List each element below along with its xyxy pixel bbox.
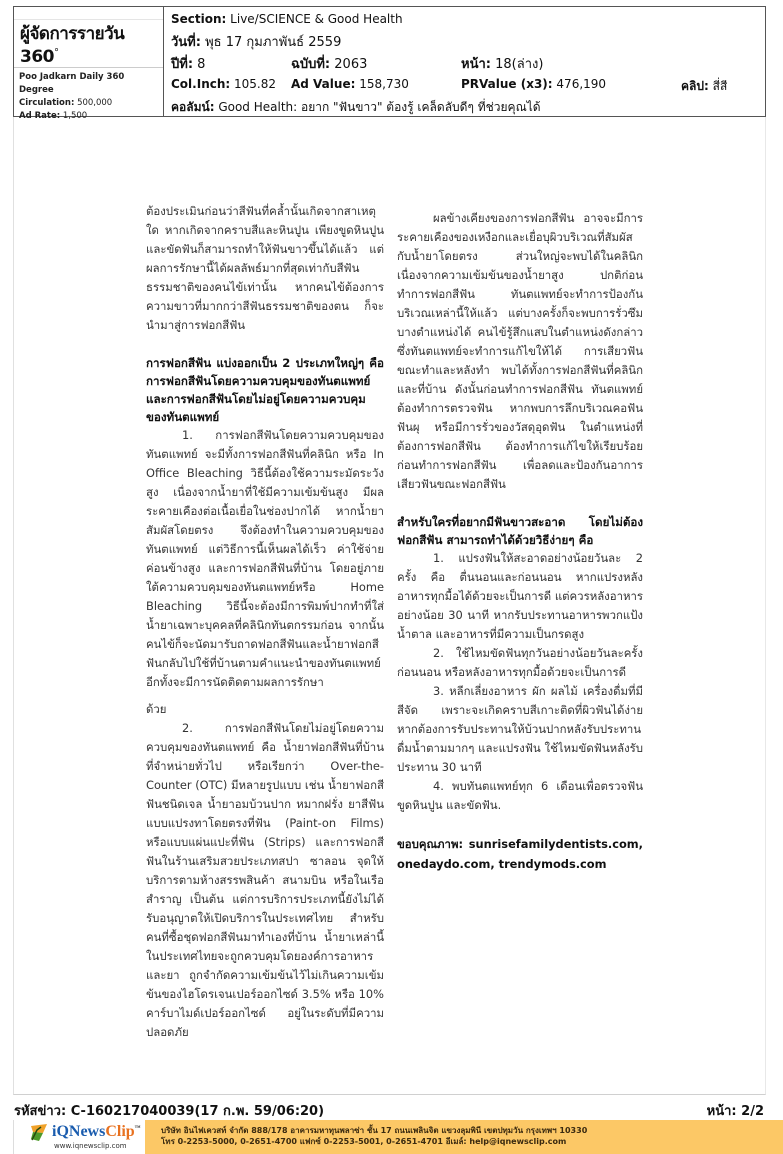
logo-wordmark: iQNewsClip™ bbox=[52, 1123, 141, 1140]
issue-number: ฉบับที่: 2063 bbox=[291, 57, 368, 72]
publication-panel bbox=[14, 7, 164, 121]
ad-rate: Ad Rate: 1,500 bbox=[19, 111, 88, 121]
article-paragraph: ผลข้างเคียงของการฟอกสีฟัน อาจจะมีการระคายเคืองของเหงือกและเยื่อบุผิวบริเวณที่สัมผัสกับน้ำยาโดยตรง ส่วนใหญ่จะพบได้ในคลินิก เนื่องจากความเข้มข้นของน้ำยาสูง ปกติก่อนทำการฟอกสีฟัน ทันตแพทย์จะทำการป้องกันบริเวณเหล่านี้ให้แล้ว แต่บางครั้งก็จะพบการรั่วซึมบางตำแหน่งได้ คนไข้รู้สึกแสบในตำแหน่งดังกล่าว ซึ่งทันตแพทย์จะทำการแก้ไขให้ได้ การเสียวฟันขณะทำและหลังทำ พบได้ทั้งการฟอกสีฟันที่คลินิกและที่บ้าน ดังนั้นก่อนทำการฟอกสีฟัน ทันตแพทย์ต้องทำการตรวจฟัน หากพบการลึกบริเวณคอฟัน ฟันผุ หรือมีการรั่วของวัสดุอุดฟัน ในตำแหน่งที่ต้องการฟอกสีฟัน ต้องทำการแก้ไขให้เรียบร้อยก่อนทำการฟอกสีฟัน เพื่อลดและป้องกันอาการเสียวฟันขณะฟอกสีฟัน bbox=[397, 211, 643, 491]
section-row: Section: Live/SCIENCE & Good Health bbox=[171, 12, 403, 26]
tip-item: 1. แปรงฟันให้สะอาดอย่างน้อยวันละ 2 ครั้ง คือ ตื่นนอนและก่อนนอน หากแปรงหลังอาหารทุกมื้อได้ด้วยจะเป็นการดี แต่ควรหลังอาหารอย่างน้อย 30 นาที หากรับประทานอาหารพวกแป้ง น้ำตาล และอาหารที่มีความเป็นกรดสูง bbox=[397, 551, 643, 641]
article-paragraph: 2. การฟอกสีฟันโดยไม่อยู่โดยความควบคุมของทันตแพทย์ คือ น้ำยาฟอกสีฟันที่บ้านที่จำหน่ายทั่วไป หรือเรียกว่า Over-the-Counter (OTC) มีหลายรูปแบบ เช่น น้ำยาฟอกสีฟันชนิดเจล น้ำยาอมบ้วนปาก หมากฝรั่ง ยาสีฟัน แบบแปรงทาโดยตรงที่ฟัน (Paint-on Films) หรือแบบแผ่นแปะที่ฟัน (Strips) และการฟอกสีฟันในร้านเสริมสวยประเภทสปา ซาลอน จุดให้บริการตามห้างสรรพสินค้า สนามบิน หรือในเรือสำราญ เป็นต้น แต่การบริการประเภทนี้ยังไม่ได้รับอนุญาตให้เปิดบริการในประเทศไทย สำหรับคนที่ซื้อชุดฟอกสีฟันมาทำเองที่บ้าน น้ำยาเหล่านี้ในประเทศไทยจะถูกควบคุมโดยองค์การอาหารและยา ถูกจำกัดความเข้มข้นไว้ไม่เกินความเข้มข้นของไฮโดรเจนเปอร์ออกไซด์ 3.5% หรือ 10% คาร์บาไมด์เปอร์ออกไซด์ อยู่ในระดับที่มีความปลอดภัย bbox=[146, 721, 384, 1039]
clip-header bbox=[13, 6, 766, 121]
photo-credit: ขอบคุณภาพ: sunrisefamilydentists.com, onedaydo.com, trendymods.com bbox=[397, 837, 643, 871]
logo-leaf-icon bbox=[29, 1124, 49, 1142]
ad-value: Ad Value: 158,730 bbox=[291, 77, 409, 91]
clip-color: คลิป: สี่สี bbox=[681, 79, 728, 93]
column-row: คอลัมน์: Good Health: อยาก "ฟันขาว" ต้องรู้ เคล็ดลับดีๆ ที่ช่วยคุณได้ bbox=[171, 100, 541, 114]
publication-name: ผู้จัดการรายวัน 360° bbox=[20, 24, 125, 67]
page-indicator: หน้า: 2/2 bbox=[706, 1104, 764, 1119]
page-number: หน้า: 18(ล่าง) bbox=[461, 57, 544, 72]
footer-bar bbox=[13, 1120, 783, 1154]
article-paragraph: ด้วย bbox=[146, 702, 167, 716]
clip-details bbox=[164, 7, 765, 116]
pr-value: PRValue (x3): 476,190 bbox=[461, 77, 607, 91]
tip-item: 4. พบทันตแพทย์ทุก 6 เดือนเพื่อตรวจฟัน ขูดหินปูน และขัดฟัน. bbox=[397, 779, 643, 812]
article-subheading: สำหรับใครที่อยากมีฟันขาวสะอาด โดยไม่ต้องฟอกสีฟัน สามารถทำได้ด้วยวิธีง่ายๆ คือ bbox=[397, 515, 643, 547]
tip-item: 2. ใช้ไหมขัดฟันทุกวันอย่างน้อยวันละครั้ง ก่อนนอน หรือหลังอาหารทุกมื้อด้วยจะเป็นการดี bbox=[397, 646, 643, 679]
publication-en-name: Poo Jadkarn Daily 360 Degree bbox=[19, 72, 125, 95]
company-address: บริษัท อินไฟเควสท์ จำกัด 888/178 อาคารมหาทุนพลาซ่า ชั้น 17 ถนนเพลินจิต แขวงลุมพินี เขตปทุมวัน กรุงเทพฯ 10330 bbox=[161, 1126, 588, 1135]
news-id: รหัสข่าว: C-160217040039(17 ก.พ. 59/06:20) bbox=[14, 1104, 325, 1119]
article-column-left bbox=[146, 202, 384, 1042]
circulation: Circulation: 500,000 bbox=[19, 98, 113, 108]
publication-logo bbox=[14, 19, 163, 68]
article-subheading: การฟอกสีฟัน แบ่งออกเป็น 2 ประเภทใหญ่ๆ คือการฟอกสีฟันโดยความควบคุมของทันตแพทย์ และการฟอกสีฟันโดยไม่อยู่โดยความควบคุมของทันตแพทย์ bbox=[146, 356, 384, 424]
iqnewsclip-logo[interactable] bbox=[13, 1120, 145, 1154]
article-column-right bbox=[397, 209, 643, 874]
clip-page-frame bbox=[13, 117, 766, 1095]
issue-row bbox=[171, 53, 544, 74]
col-inch: Col.Inch: 105.82 bbox=[171, 77, 277, 91]
values-row bbox=[171, 77, 728, 93]
company-info bbox=[145, 1120, 783, 1154]
tip-item: 3. หลีกเลี่ยงอาหาร ผัก ผลไม้ เครื่องดื่มที่มีสีจัด เพราะจะเกิดคราบสีเกาะติดที่ผิวฟันได้ง่าย หากต้องการรับประทานให้บ้วนปากหลังรับประทาน ดื่มน้ำตามมากๆ และแปรงฟัน ใช้ไหมขัดฟันหลังรับประทาน 30 นาที bbox=[397, 684, 643, 774]
logo-url: www.iqnewsclip.com bbox=[54, 1142, 127, 1150]
article-paragraph: ต้องประเมินก่อนว่าสีฟันที่คล้ำนั้นเกิดจากสาเหตุใด หากเกิดจากคราบสีและหินปูน เพียงขูดหินปูนและขัดฟันก็สามารถทำให้ฟันขาวขึ้นได้แล้ว แต่ผลการรักษานี้ได้ผลลัพธ์มากที่สุดเท่ากับสีฟันธรรมชาติของคนไข้เท่านั้น หากคนไข้ต้องการความขาวที่มากกว่าสีฟันธรรมชาติของตน ก็จะนำมาสู่การฟอกสีฟัน bbox=[146, 204, 384, 332]
date-row: วันที่: พุธ 17 กุมภาพันธ์ 2559 bbox=[171, 35, 342, 50]
company-contact: โทร 0-2253-5000, 0-2651-4700 แฟกซ์ 0-2253-5001, 0-2651-4701 อีเมล์: help@iqnewsclip.com bbox=[161, 1137, 567, 1146]
year: ปีที่: 8 bbox=[171, 57, 206, 72]
article-paragraph: 1. การฟอกสีฟันโดยความควบคุมของทันตแพทย์ จะมีทั้งการฟอกสีฟันที่คลินิก หรือ In Office Bleaching วิธีนี้ต้องใช้ความระมัดระวังสูง เนื่องจากน้ำยาที่ใช้มีความเข้มข้นสูง มีผลระคายเคืองต่อเนื้อเยื่อในช่องปากได้ หากน้ำยาสัมผัสโดยตรง จึงต้องทำในความควบคุมของทันตแพทย์ แต่วิธีการนี้เห็นผลได้เร็ว ค่าใช้จ่ายค่อนข้างสูง และการฟอกสีฟันที่บ้าน โดยอยู่ภายใต้ความควบคุมของทันตแพทย์หรือ Home Bleaching วิธีนี้จะต้องมีการพิมพ์ปากทำที่ใส่น้ำยาเฉพาะบุคคลที่คลินิกทันตกรรมก่อน จากนั้นคนไข้ก็จะนัดมารับถาดฟอกสีฟันและน้ำยาฟอกสีฟันกลับไปใช้ที่บ้านตามคำแนะนำของทันตแพทย์ อีกทั้งจะมีการนัดติดตามผลการรักษา bbox=[146, 428, 384, 689]
